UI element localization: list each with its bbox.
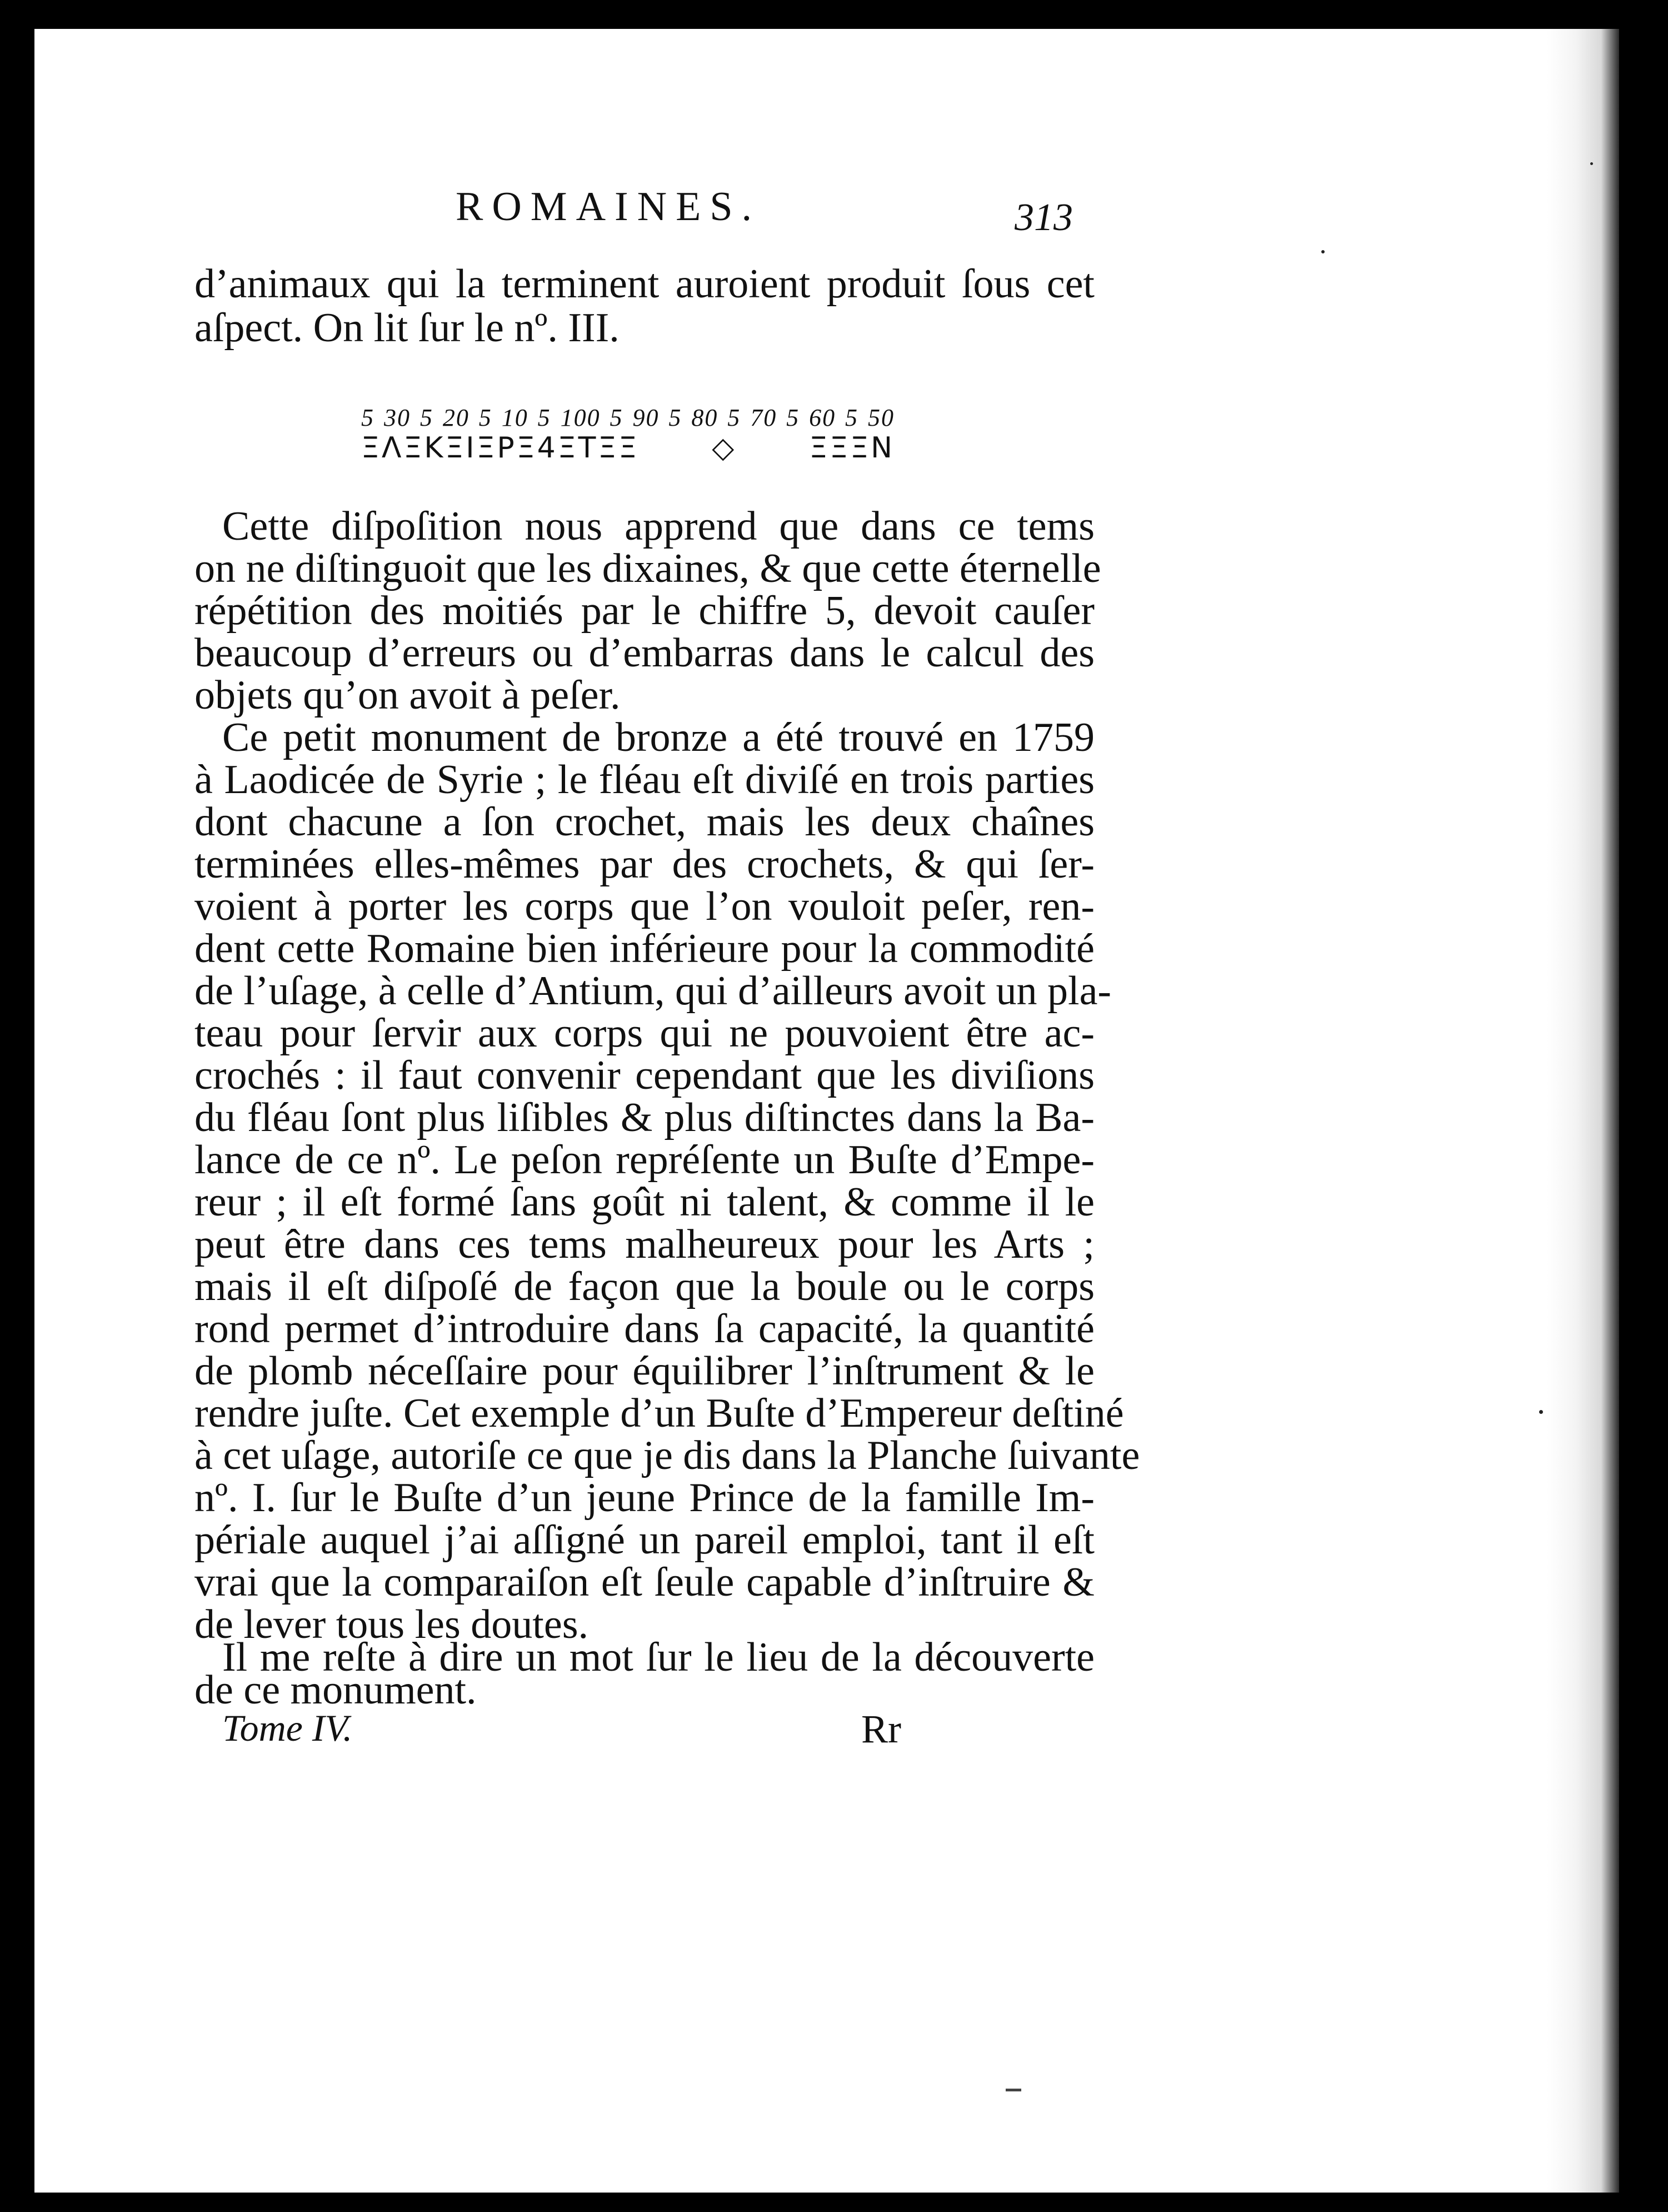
text-line: rendre juſte. Cet exemple d’un Buſte d’Empereur deſtiné: [194, 1391, 1124, 1436]
text-line: vrai que la comparaiſon eſt ſeule capable d’inſtruire &: [194, 1560, 1095, 1605]
text-line: du fléau ſont plus liſibles & plus diſtinctes dans la Ba-: [194, 1095, 1095, 1140]
scan-speck: [1321, 250, 1325, 253]
text-line: crochés : il faut convenir cependant que les diviſions: [194, 1053, 1095, 1098]
signature-mark: Rr: [861, 1707, 901, 1751]
text-line: à Laodicée de Syrie ; le fléau eſt diviſé en trois parties: [194, 757, 1095, 803]
text-line: aſpect. On lit ſur le nº. III.: [194, 305, 620, 351]
text-line: dent cette Romaine bien inférieure pour la commodité: [194, 926, 1095, 972]
text-line: Ce petit monument de bronze a été trouvé en 1759: [222, 715, 1095, 760]
text-line: objets qu’on avoit à peſer.: [194, 672, 621, 718]
text-line: teau pour ſervir aux corps qui ne pouvoient être ac-: [194, 1010, 1095, 1056]
page-number: 313: [1015, 196, 1073, 239]
text-line: répétition des moitiés par le chiffre 5, devoit cauſer: [194, 588, 1095, 634]
text-line: reur ; il eſt formé ſans goût ni talent, & comme il le: [194, 1179, 1095, 1225]
volume-label: Tome IV.: [222, 1707, 353, 1749]
scan-speck: [1539, 1410, 1543, 1414]
text-line: rond permet d’introduire dans ſa capacité, la quantité: [194, 1306, 1095, 1352]
text-line: de l’uſage, à celle d’Antium, qui d’ailleurs avoit un pla-: [194, 968, 1112, 1014]
numeral-sequence: 5 30 5 20 5 10 5 100 5 90 5 80 5 70 5 60 5 50: [361, 404, 895, 431]
text-line: nº. I. ſur le Buſte d’un jeune Prince de la famille Im-: [194, 1475, 1095, 1521]
text-line: de ce monument.: [194, 1667, 477, 1713]
page-edge-shadow: [1547, 29, 1619, 2193]
text-line: de lever tous les doutes.: [194, 1602, 588, 1647]
text-line: à cet uſage, autoriſe ce que je dis dans la Planche ſuivante: [194, 1433, 1140, 1478]
text-line: périale auquel j’ai aſſigné un pareil emploi, tant il eſt: [194, 1517, 1095, 1563]
text-line: mais il eſt diſpoſé de façon que la boule ou le corps: [194, 1264, 1095, 1309]
text-line: Il me reſte à dire un mot ſur le lieu de la découverte: [222, 1635, 1095, 1680]
text-line: lance de ce nº. Le peſon repréſente un Buſte d’Empe-: [194, 1137, 1095, 1183]
text-line: dont chacune a ſon crochet, mais les deux chaînes: [194, 799, 1095, 845]
text-line: de plomb néceſſaire pour équilibrer l’inſtrument & le: [194, 1348, 1095, 1394]
scan-mark: [1006, 2089, 1021, 2091]
glyph-sequence: ΞΛΞΚΞΙΞΡΞ4ΞΤΞΞ◇ΞΞΞΝ: [361, 431, 895, 465]
text-line: peut être dans ces tems malheureux pour les Arts ;: [194, 1222, 1095, 1267]
text-line: terminées elles-mêmes par des crochets, & qui ſer-: [194, 841, 1095, 887]
text-line: beaucoup d’erreurs ou d’embarras dans le calcul des: [194, 630, 1095, 676]
text-line: voient à porter les corps que l’on vouloit peſer, ren-: [194, 884, 1095, 929]
text-line: d’animaux qui la terminent auroient produit ſous cet: [194, 261, 1095, 307]
running-title: ROMAINES.: [456, 184, 761, 230]
text-line: on ne diſtinguoit que les dixaines, & que cette éternelle: [194, 546, 1101, 591]
text-line: Cette diſpoſition nous apprend que dans ce tems: [222, 504, 1095, 549]
scan-speck: [1590, 162, 1593, 165]
